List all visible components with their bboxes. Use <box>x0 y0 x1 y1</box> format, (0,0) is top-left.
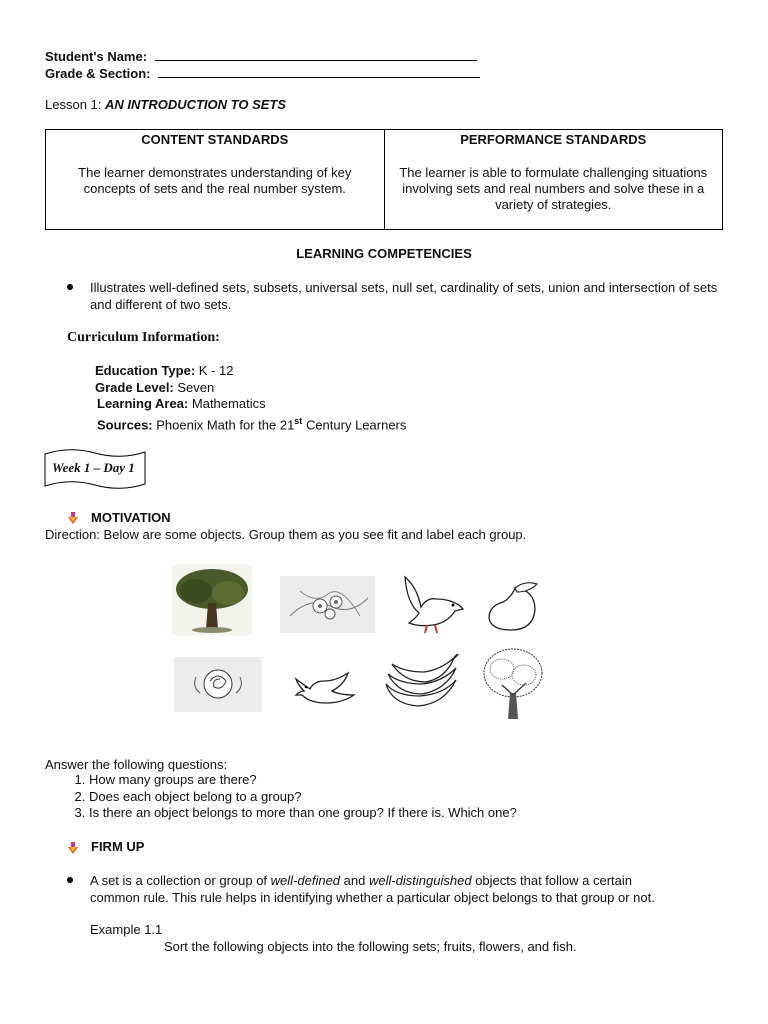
rose-icon <box>174 657 262 712</box>
banana-icon <box>382 654 462 718</box>
grade-level-value: Seven <box>177 379 215 395</box>
sources-label: Sources: <box>97 416 153 432</box>
grade-section-field <box>45 64 480 81</box>
content-standards-header: CONTENT STANDARDS <box>141 132 289 147</box>
lesson-name: AN INTRODUCTION TO SETS <box>105 97 287 112</box>
performance-standards-header: PERFORMANCE STANDARDS <box>460 132 647 147</box>
example-label: Example 1.1 <box>90 922 163 937</box>
lesson-prefix: Lesson 1: <box>45 97 102 112</box>
definition-text-line2: common rule. This rule helps in identifying whether a particular object belongs to that group or not. <box>90 889 655 905</box>
example-text: Sort the following objects into the following sets; fruits, flowers, and fish. <box>164 939 577 954</box>
bullet-icon <box>67 284 73 290</box>
education-type-row <box>95 363 406 380</box>
arrow-bullet-icon <box>68 842 78 854</box>
motivation-direction: Direction: Below are some objects. Group them as you see fit and label each group. <box>45 527 527 542</box>
content-standards-text: The learner demonstrates understanding of key concepts of sets and the real number system. <box>78 165 352 196</box>
dove-icon <box>397 573 465 641</box>
education-type-value: K - 12 <box>198 363 234 378</box>
definition-em-1: well-defined <box>270 873 341 888</box>
tree-icon <box>172 565 252 635</box>
mango-icon <box>485 580 541 635</box>
definition-text-c: objects that follow a certain <box>471 873 632 888</box>
firmup-heading: FIRM UP <box>91 839 145 854</box>
set-definition <box>90 873 730 906</box>
sources-row <box>97 413 406 434</box>
sources-value-a: Phoenix Math for the 21 <box>156 416 295 432</box>
competency-item: Illustrates well-defined sets, subsets, universal sets, null set, cardinality of sets, union and intersection of sets and different of two sets. <box>90 280 718 312</box>
performance-standards-cell <box>384 130 723 230</box>
grade-section-line[interactable] <box>158 64 480 78</box>
questions-intro: Answer the following questions: <box>45 757 228 772</box>
definition-text-b: and <box>340 873 369 888</box>
list-item: 3. Is there an object belongs to more than one group? If there is. Which one? <box>89 805 517 822</box>
lesson-title <box>45 97 286 112</box>
learning-area-label: Learning Area: <box>97 396 189 411</box>
grade-level-row <box>95 380 406 397</box>
performance-standards-text: The learner is able to formulate challenging situations involving sets and real numbers and solve these in a variety of strategies. <box>399 165 708 212</box>
list-item: 1. How many groups are there? <box>89 772 517 789</box>
competencies-title: LEARNING COMPETENCIES <box>296 246 472 261</box>
curriculum-details <box>95 363 406 433</box>
student-name-label: Student's Name: <box>45 49 148 64</box>
student-name-field <box>45 47 477 64</box>
education-type-label: Education Type: <box>95 363 196 378</box>
tree-icon-outline <box>480 647 546 725</box>
week-banner <box>44 448 146 490</box>
curriculum-title: Curriculum Information: <box>67 330 220 345</box>
questions-list <box>45 772 517 822</box>
learning-area-row <box>97 396 406 413</box>
arrow-bullet-icon <box>68 512 78 524</box>
definition-em-2: well-distinguished <box>368 873 472 888</box>
sources-value-b: Century Learners <box>305 416 407 432</box>
week-banner-text: Week 1 – Day 1 <box>52 460 135 475</box>
student-name-line[interactable] <box>155 47 477 61</box>
grade-section-label: Grade & Section: <box>45 66 151 81</box>
learning-area-value: Mathematics <box>191 396 266 411</box>
standards-table <box>45 129 723 230</box>
definition-text-a: A set is a collection or group of <box>90 873 271 888</box>
flower-icon <box>280 576 375 633</box>
bird-icon <box>292 665 358 710</box>
grade-level-label: Grade Level: <box>95 379 174 395</box>
content-standards-cell <box>46 130 385 230</box>
motivation-heading: MOTIVATION <box>91 510 171 525</box>
bullet-icon <box>67 877 73 883</box>
list-item: 2. Does each object belong to a group? <box>89 789 517 806</box>
sources-sup: st <box>294 415 303 426</box>
